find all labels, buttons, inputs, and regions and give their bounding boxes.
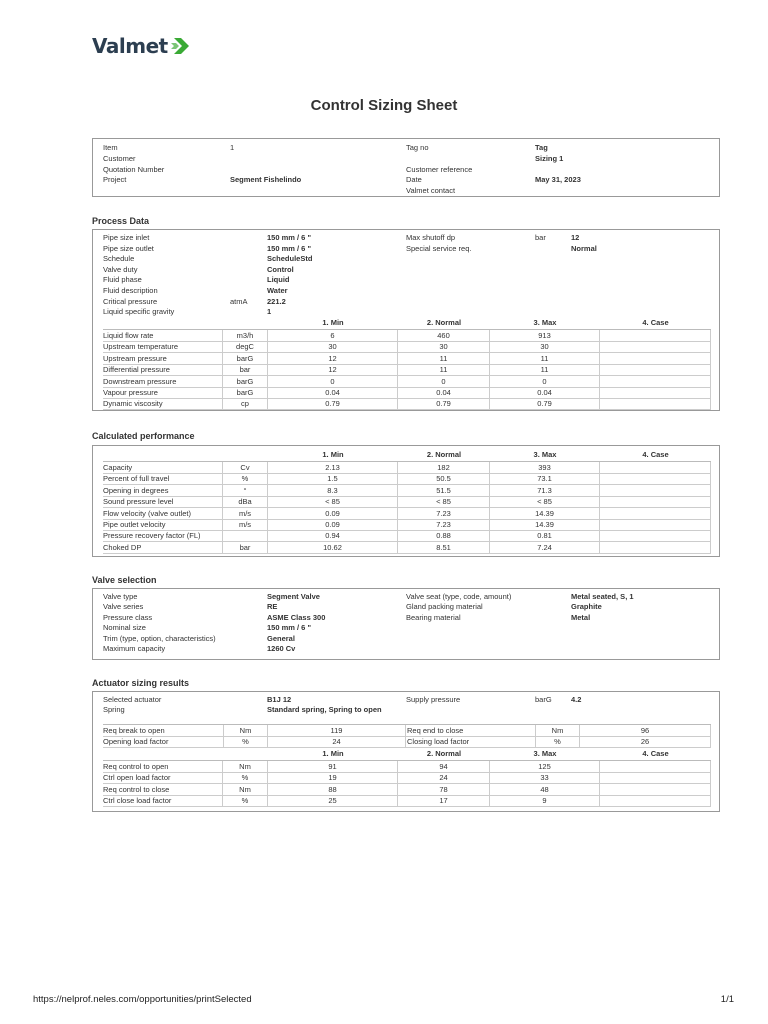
- req-unit-2: Nm: [535, 725, 580, 736]
- row-unit: bar: [223, 364, 268, 375]
- row-unit: m/s: [223, 519, 268, 530]
- row-label: Upstream pressure: [103, 353, 223, 364]
- req-table: [103, 724, 711, 748]
- row-label: Upstream temperature: [103, 341, 223, 352]
- row-value-case-1: 88: [268, 784, 398, 795]
- table-row: [103, 387, 711, 399]
- row-value-case-1: < 85: [268, 496, 398, 507]
- req-label-2: Closing load factor: [407, 737, 470, 747]
- row-value-case-4: [600, 530, 711, 541]
- valve-left-value: 150 mm / 6 ": [267, 623, 311, 633]
- row-label: Dynamic viscosity: [103, 398, 223, 409]
- req-label-2: Req end to close: [407, 726, 464, 735]
- row-label: Downstream pressure: [103, 376, 223, 387]
- row-value-case-3: 7.24: [490, 542, 600, 553]
- table-row: [103, 519, 711, 531]
- row-value-case-2: 51.5: [398, 485, 490, 496]
- valve-right-label: Valve seat (type, code, amount): [406, 592, 512, 601]
- table-row: [103, 364, 711, 376]
- row-value-case-3: 913: [490, 330, 600, 341]
- case-table: [103, 760, 711, 807]
- row-value-case-2: 30: [398, 341, 490, 352]
- valve-left-label: Pressure class: [103, 612, 153, 622]
- row-unit: °: [223, 485, 268, 496]
- row-value-case-2: 94: [398, 761, 490, 772]
- row-value-case-1: 30: [268, 341, 398, 352]
- table-row: [103, 736, 711, 748]
- valve-box: [92, 588, 720, 660]
- actuator-section-title: Actuator sizing results: [92, 678, 190, 688]
- case-header-1: 1. Min: [322, 450, 344, 459]
- req-value-2: 26: [580, 736, 711, 747]
- supply-value: 4.2: [571, 695, 582, 704]
- case-header-1: 1. Min: [322, 318, 344, 327]
- row-value-case-1: 91: [268, 761, 398, 772]
- row-value-case-3: 0: [490, 376, 600, 387]
- case-header-3: 3. Max: [533, 318, 557, 327]
- quotation-label: Quotation Number: [103, 165, 165, 174]
- row-unit: Cv: [223, 462, 268, 473]
- row-unit: Nm: [223, 784, 268, 795]
- row-value-case-3: 48: [490, 784, 600, 795]
- row-unit: barG: [223, 387, 268, 398]
- valve-right-value: Metal seated, S, 1: [571, 592, 634, 601]
- row-value-case-3: 0.81: [490, 530, 600, 541]
- process-box: [92, 229, 720, 411]
- process-field-value: 150 mm / 6 ": [267, 233, 311, 242]
- valve-right-label: Gland packing material: [406, 602, 483, 612]
- row-value-case-2: 17: [398, 795, 490, 806]
- row-value-case-4: [600, 364, 711, 375]
- footer-page-number: 1/1: [720, 994, 734, 1005]
- valve-right-value: Metal: [571, 612, 591, 622]
- table-row: [103, 473, 711, 485]
- row-unit: degC: [223, 341, 268, 352]
- row-value-case-3: < 85: [490, 496, 600, 507]
- row-value-case-2: 7.23: [398, 508, 490, 519]
- row-value-case-1: 2.13: [268, 462, 398, 473]
- row-unit: [223, 530, 268, 541]
- valve-left-value: Segment Valve: [267, 592, 320, 601]
- valve-left-label: Maximum capacity: [103, 644, 166, 653]
- row-value-case-4: [600, 761, 711, 772]
- customer-label: Customer: [103, 154, 136, 163]
- row-value-case-1: 0.79: [268, 398, 398, 409]
- row-value-case-1: 19: [268, 772, 398, 783]
- row-value-case-2: 78: [398, 784, 490, 795]
- footer-url[interactable]: https://nelprof.neles.com/opportunities/printSelected: [33, 994, 252, 1005]
- row-value-case-4: [600, 485, 711, 496]
- custref-label: Customer reference: [406, 165, 473, 174]
- table-row: [103, 376, 711, 388]
- process-field-value: Liquid: [267, 275, 290, 285]
- req-unit: %: [223, 736, 268, 747]
- row-value-case-4: [600, 473, 711, 484]
- valve-left-label: Valve series: [103, 602, 144, 612]
- process-right-value: 12: [571, 233, 580, 242]
- date-label: Date: [406, 175, 422, 184]
- process-right-unit: bar: [535, 233, 546, 242]
- row-value-case-3: 125: [490, 761, 600, 772]
- table-row: [103, 496, 711, 508]
- row-unit: dBa: [223, 496, 268, 507]
- row-value-case-1: 12: [268, 353, 398, 364]
- valve-right-value: Graphite: [571, 602, 602, 612]
- row-value-case-3: 393: [490, 462, 600, 473]
- case-table: [103, 461, 711, 553]
- row-label: Req control to close: [103, 784, 223, 795]
- req-value-2: 96: [580, 725, 711, 736]
- row-value-case-2: 11: [398, 364, 490, 375]
- row-value-case-1: 25: [268, 795, 398, 806]
- case-table: [103, 329, 711, 410]
- row-unit: Nm: [223, 761, 268, 772]
- supply-label: Supply pressure: [406, 695, 461, 704]
- row-value-case-3: 71.3: [490, 485, 600, 496]
- table-row: [103, 341, 711, 353]
- case-header-2: 2. Normal: [426, 318, 462, 327]
- row-value-case-4: [600, 341, 711, 352]
- row-value-case-2: 0.79: [398, 398, 490, 409]
- row-value-case-4: [600, 542, 711, 553]
- req-label: Opening load factor: [103, 737, 169, 747]
- table-row: [103, 784, 711, 796]
- supply-unit: barG: [535, 695, 552, 704]
- row-value-case-4: [600, 353, 711, 364]
- row-label: Ctrl close load factor: [103, 795, 223, 806]
- row-value-case-4: [600, 784, 711, 795]
- table-row: [103, 530, 711, 542]
- page-title: Control Sizing Sheet: [310, 97, 458, 114]
- valve-left-value: RE: [267, 602, 278, 612]
- row-value-case-2: 0.88: [398, 530, 490, 541]
- row-label: Capacity: [103, 462, 223, 473]
- req-unit-2: %: [535, 736, 580, 747]
- case-header-3: 3. Max: [533, 749, 557, 758]
- row-value-case-2: 7.23: [398, 519, 490, 530]
- row-value-case-3: 11: [490, 364, 600, 375]
- process-field-label: Valve duty: [103, 264, 138, 274]
- process-field-label: Critical pressure: [103, 296, 158, 306]
- calc-box: [92, 445, 720, 557]
- req-value: 24: [268, 736, 406, 747]
- process-right-label: Special service req.: [406, 243, 472, 253]
- row-label: Opening in degrees: [103, 485, 223, 496]
- table-row: [103, 761, 711, 773]
- row-value-case-2: 460: [398, 330, 490, 341]
- process-field-label: Fluid phase: [103, 275, 142, 285]
- row-label: Differential pressure: [103, 364, 223, 375]
- row-label: Pressure recovery factor (FL): [103, 530, 223, 541]
- row-value-case-3: 73.1: [490, 473, 600, 484]
- table-row: [103, 508, 711, 520]
- row-value-case-2: 0.04: [398, 387, 490, 398]
- process-field-value: 1: [267, 307, 272, 317]
- row-unit: %: [223, 795, 268, 806]
- row-unit: %: [223, 473, 268, 484]
- row-value-case-3: 0.04: [490, 387, 600, 398]
- row-value-case-2: 11: [398, 353, 490, 364]
- row-value-case-4: [600, 508, 711, 519]
- row-value-case-4: [600, 376, 711, 387]
- row-value-case-2: 182: [398, 462, 490, 473]
- row-label: Pipe outlet velocity: [103, 519, 223, 530]
- row-value-case-1: 0.09: [268, 508, 398, 519]
- date-value: May 31, 2023: [535, 175, 581, 184]
- req-label: Req break to open: [103, 726, 165, 735]
- valve-left-label: Nominal size: [103, 623, 146, 633]
- row-label: Liquid flow rate: [103, 330, 223, 341]
- row-value-case-1: 12: [268, 364, 398, 375]
- spring-value: Standard spring, Spring to open: [267, 705, 382, 714]
- row-label: Req control to open: [103, 761, 223, 772]
- project-value: Segment Fishelindo: [230, 175, 302, 184]
- row-unit: m/s: [223, 508, 268, 519]
- case-header-3: 3. Max: [533, 450, 557, 459]
- row-value-case-4: [600, 330, 711, 341]
- row-value-case-4: [600, 398, 711, 409]
- table-row: [103, 795, 711, 807]
- table-row: [103, 462, 711, 474]
- row-label: Ctrl open load factor: [103, 772, 223, 783]
- process-field-value: Water: [267, 286, 288, 295]
- row-value-case-2: 8.51: [398, 542, 490, 553]
- case-header-2: 2. Normal: [426, 450, 462, 459]
- tagno-value: Tag: [535, 143, 548, 152]
- row-value-case-1: 10.62: [268, 542, 398, 553]
- logo-chevron-icon: [170, 35, 192, 57]
- row-value-case-1: 6: [268, 330, 398, 341]
- row-value-case-3: 0.79: [490, 398, 600, 409]
- row-value-case-3: 33: [490, 772, 600, 783]
- case-header-4: 4. Case: [642, 318, 669, 327]
- item-label: Item: [103, 143, 118, 152]
- row-label: Choked DP: [103, 542, 223, 553]
- process-field-label: Liquid specific gravity: [103, 307, 175, 317]
- row-unit: %: [223, 772, 268, 783]
- row-label: Vapour pressure: [103, 387, 223, 398]
- valve-left-value: General: [267, 633, 295, 643]
- header-box: [92, 138, 720, 197]
- row-value-case-2: 50.5: [398, 473, 490, 484]
- row-value-case-2: 0: [398, 376, 490, 387]
- project-label: Project: [103, 175, 127, 184]
- table-row: [103, 772, 711, 784]
- table-row: [103, 542, 711, 554]
- row-value-case-2: 24: [398, 772, 490, 783]
- row-label: Percent of full travel: [103, 473, 223, 484]
- case-header-2: 2. Normal: [426, 749, 462, 758]
- valve-section-title: Valve selection: [92, 575, 157, 585]
- row-unit: bar: [223, 542, 268, 553]
- item-value: 1: [230, 143, 235, 152]
- selected-actuator-label: Selected actuator: [103, 695, 162, 704]
- process-section-title: Process Data: [92, 216, 150, 226]
- process-field-label: Pipe size outlet: [103, 243, 154, 253]
- row-value-case-2: < 85: [398, 496, 490, 507]
- valve-left-value: 1260 Cv: [267, 644, 296, 653]
- row-label: Sound pressure level: [103, 496, 223, 507]
- row-value-case-1: 0.04: [268, 387, 398, 398]
- row-value-case-4: [600, 496, 711, 507]
- valve-left-value: ASME Class 300: [267, 612, 326, 622]
- spring-label: Spring: [103, 705, 125, 714]
- process-field-value: ScheduleStd: [267, 254, 313, 264]
- process-field-value: 150 mm / 6 ": [267, 243, 311, 253]
- row-value-case-1: 0: [268, 376, 398, 387]
- table-row: [103, 398, 711, 410]
- process-field-value: Control: [267, 264, 294, 274]
- row-value-case-4: [600, 772, 711, 783]
- table-row: [103, 353, 711, 365]
- row-value-case-3: 30: [490, 341, 600, 352]
- table-row: [103, 330, 711, 342]
- row-value-case-1: 0.09: [268, 519, 398, 530]
- row-value-case-3: 11: [490, 353, 600, 364]
- row-value-case-3: 14.39: [490, 508, 600, 519]
- case-header-1: 1. Min: [322, 749, 344, 758]
- row-value-case-3: 9: [490, 795, 600, 806]
- row-value-case-4: [600, 462, 711, 473]
- process-field-label: Schedule: [103, 254, 135, 264]
- row-value-case-1: 1.5: [268, 473, 398, 484]
- contact-label: Valmet contact: [406, 186, 456, 195]
- valmet-logo: [92, 34, 192, 58]
- row-value-case-1: 0.94: [268, 530, 398, 541]
- row-value-case-4: [600, 519, 711, 530]
- row-unit: barG: [223, 353, 268, 364]
- sizing-value: Sizing 1: [535, 154, 564, 163]
- row-label: Flow velocity (valve outlet): [103, 508, 223, 519]
- valve-right-label: Bearing material: [406, 612, 461, 622]
- process-field-value: 221.2: [267, 296, 286, 306]
- valve-left-label: Valve type: [103, 592, 138, 601]
- process-field-label: Fluid description: [103, 286, 158, 295]
- process-right-label: Max shutoff dp: [406, 233, 456, 242]
- case-header-4: 4. Case: [642, 749, 669, 758]
- row-unit: m3/h: [223, 330, 268, 341]
- row-value-case-4: [600, 387, 711, 398]
- valve-left-label: Trim (type, option, characteristics): [103, 633, 216, 643]
- req-value: 119: [268, 725, 406, 736]
- table-row: [103, 725, 711, 737]
- actuator-box: [92, 691, 720, 812]
- selected-actuator-value: B1J 12: [267, 695, 292, 704]
- case-header-4: 4. Case: [642, 450, 669, 459]
- row-value-case-1: 8.3: [268, 485, 398, 496]
- table-row: [103, 485, 711, 497]
- row-unit: barG: [223, 376, 268, 387]
- req-unit: Nm: [223, 725, 268, 736]
- process-right-value: Normal: [571, 243, 597, 253]
- row-unit: cp: [223, 398, 268, 409]
- tagno-label: Tag no: [406, 143, 429, 152]
- process-field-unit: atmA: [230, 296, 248, 306]
- row-value-case-4: [600, 795, 711, 806]
- calc-section-title: Calculated performance: [92, 431, 195, 441]
- process-field-label: Pipe size inlet: [103, 233, 150, 242]
- row-value-case-3: 14.39: [490, 519, 600, 530]
- logo-text: Valmet: [92, 34, 168, 58]
